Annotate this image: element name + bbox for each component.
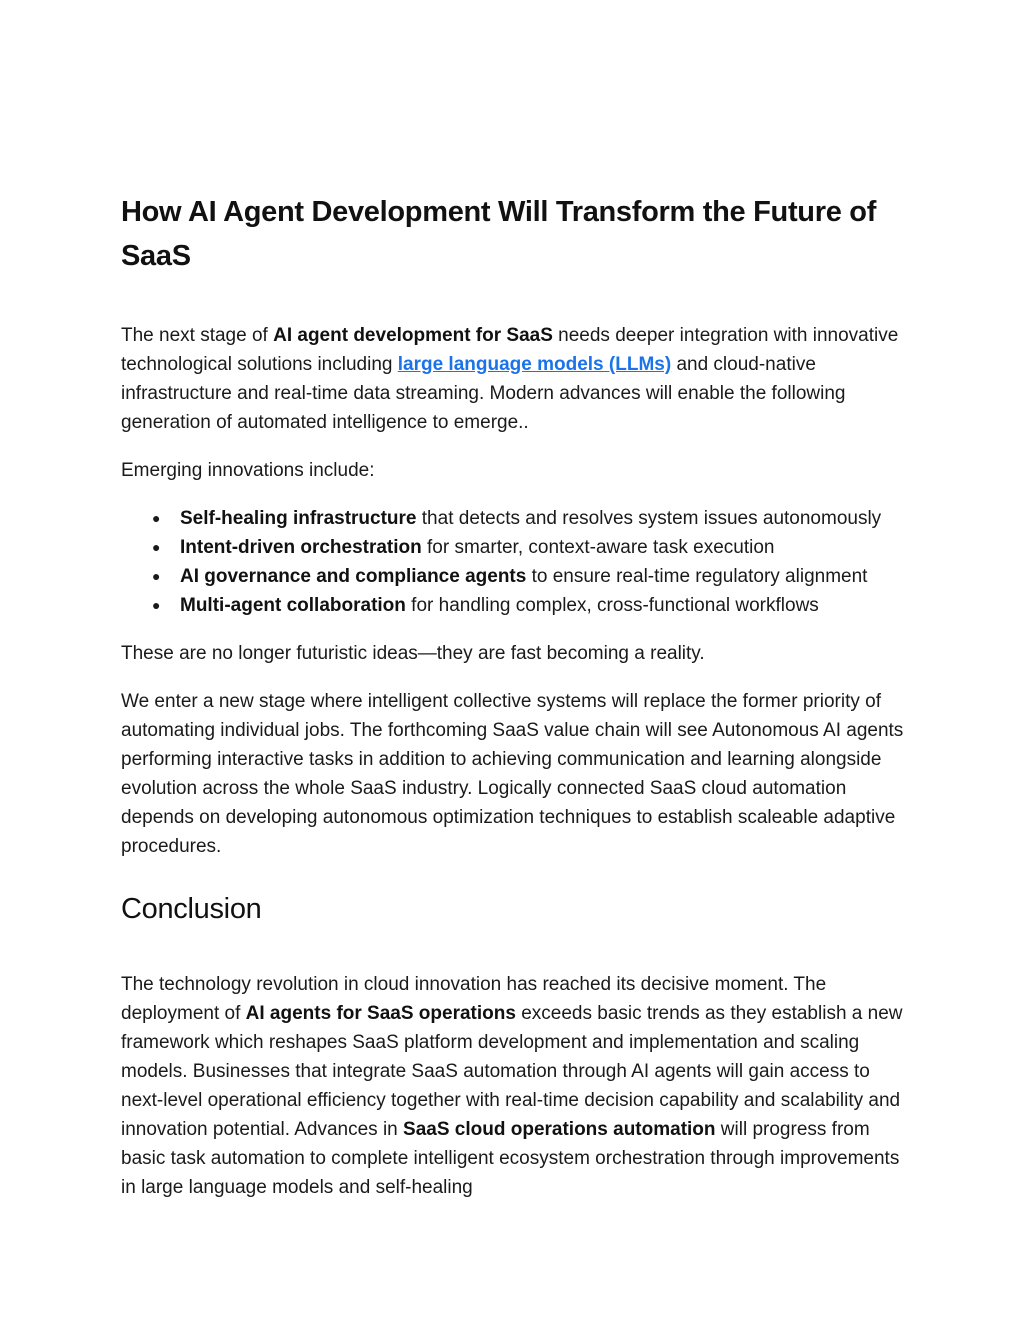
futuristic-paragraph: These are no longer futuristic ideas—they are fast becoming a reality. xyxy=(121,643,705,664)
innovations-list xyxy=(121,504,906,620)
llm-link[interactable]: large language models (LLMs) xyxy=(397,354,672,375)
article-title: How AI Agent Development Will Transform the Future of SaaS xyxy=(121,196,877,272)
conclusion-text-1: The technology revolution in cloud innovation has reached its decisive moment. The deployment of xyxy=(121,974,827,1024)
list-item-bold: Intent-driven orchestration xyxy=(180,537,422,558)
list-item-bold: Multi-agent collaboration xyxy=(180,595,406,616)
list-item-text: for handling complex, cross-functional workflows xyxy=(405,595,819,616)
intro-text-3: and cloud-native infrastructure and real-time data streaming. Modern advances will enable the following generation of automated intelligence to emerge.. xyxy=(121,354,846,433)
list-item xyxy=(152,533,906,562)
emerging-paragraph: Emerging innovations include: xyxy=(121,460,375,481)
list-item xyxy=(152,562,906,591)
list-item-bold: Self-healing infrastructure xyxy=(180,508,417,529)
list-item-bold: AI governance and compliance agents xyxy=(180,566,527,587)
list-item xyxy=(152,591,906,620)
intro-text-2: needs deeper integration with innovative technological solutions including xyxy=(121,325,899,375)
list-item-text: to ensure real-time regulatory alignment xyxy=(526,566,868,587)
intro-paragraph xyxy=(121,321,906,437)
bullet-icon: ● xyxy=(152,597,161,613)
list-item xyxy=(152,504,906,533)
conclusion-text-2: exceeds basic trends as they establish a new framework which reshapes SaaS platform development and implementation and scaling models. Businesses that integrate SaaS automation through AI agents will gain access to next-level operational efficiency together with real-time decision capability and scalability and innovation potential. Advances in xyxy=(121,1003,903,1140)
conclusion-bold-1: AI agents for SaaS operations xyxy=(245,1003,516,1024)
intro-text-1: The next stage of xyxy=(121,325,274,346)
bullet-icon: ● xyxy=(152,510,161,526)
document-page xyxy=(121,190,906,1202)
intro-bold-keyword: AI agent development for SaaS xyxy=(273,325,553,346)
bullet-icon: ● xyxy=(152,539,161,555)
list-item-text: that detects and resolves system issues autonomously xyxy=(416,508,882,529)
conclusion-bold-2: SaaS cloud operations automation xyxy=(403,1119,716,1140)
list-item-text: for smarter, context-aware task execution xyxy=(421,537,775,558)
bullet-icon: ● xyxy=(152,568,161,584)
new-stage-paragraph: We enter a new stage where intelligent collective systems will replace the former priority of automating individual jobs. The forthcoming SaaS value chain will see Autonomous AI agents performing interactive tasks in addition to achieving communication and learning alongside evolution across the whole SaaS industry. Logically connected SaaS cloud automation depends on developing autonomous optimization techniques to establish scaleable adaptive procedures. xyxy=(121,691,904,857)
conclusion-paragraph xyxy=(121,970,906,1202)
conclusion-text-3: will progress from basic task automation to complete intelligent ecosystem orchestration through improvements in large language models and self-healing xyxy=(121,1119,900,1198)
conclusion-heading: Conclusion xyxy=(121,893,262,925)
